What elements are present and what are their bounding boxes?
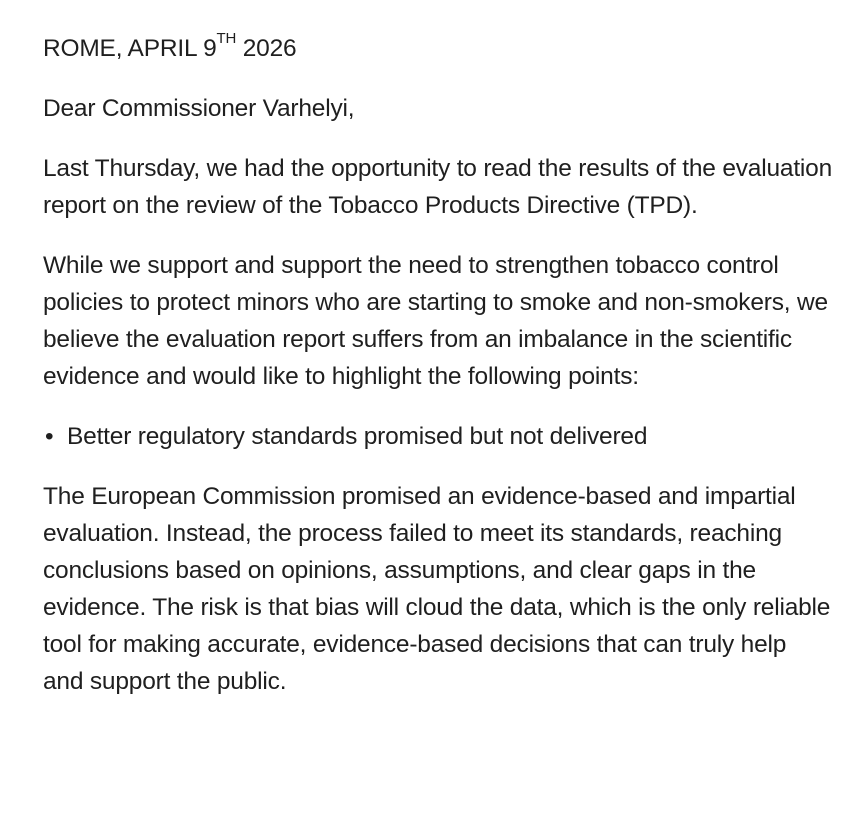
paragraph-closing: The European Commission promised an evidence-based and impartial evaluation. Instead, the process failed to meet its standards, reaching conclusions based on opinions, assumptions, and clear gaps in the evidence. The risk is that bias will cloud the data, which is the only reliable tool for making accurate, evidence-based decisions that can truly help and support the public. — [43, 483, 831, 695]
bullet-icon: • — [45, 423, 54, 450]
bullet-item — [43, 418, 833, 455]
paragraph-position: While we support and support the need to strengthen tobacco control policies to protect minors who are starting to smoke and non-smokers, we believe the evaluation report suffers from an imbalance in the scientific evidence and would like to highlight the following points: — [43, 252, 828, 390]
paragraph-intro: Last Thursday, we had the opportunity to read the results of the evaluation report on the review of the Tobacco Products Directive (TPD). — [43, 155, 833, 219]
dateline — [43, 30, 833, 67]
letter-body — [43, 30, 833, 723]
greeting: Dear Commissioner Varhelyi, — [43, 95, 355, 122]
bullet-text: Better regulatory standards promised but not delivered — [67, 423, 648, 450]
dateline-year: 2026 — [236, 35, 297, 62]
date-ordinal-suffix: TH — [216, 29, 237, 47]
dateline-text: ROME, APRIL 9 — [43, 35, 217, 62]
